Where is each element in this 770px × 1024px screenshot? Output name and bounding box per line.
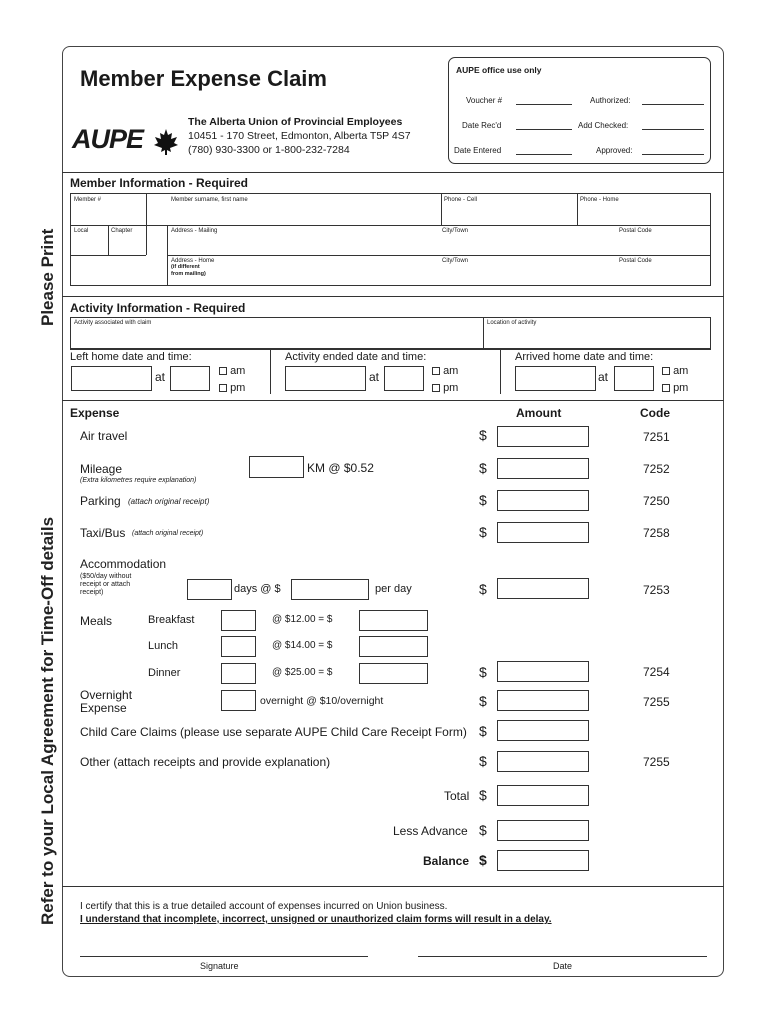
date-entered-field[interactable] bbox=[516, 154, 572, 155]
parking-note: (attach original receipt) bbox=[128, 497, 210, 506]
meals-amount-field[interactable] bbox=[497, 661, 589, 682]
activity-ended-pm-option[interactable]: pm bbox=[432, 382, 458, 394]
org-address: 10451 - 170 Street, Edmonton, Alberta T5P 4S7 bbox=[188, 130, 411, 142]
member-no-label: Member # bbox=[74, 197, 102, 203]
lunch-count-field[interactable] bbox=[221, 636, 256, 657]
member-no-field[interactable] bbox=[71, 206, 145, 224]
approved-label: Approved: bbox=[596, 146, 633, 155]
per-day-label: per day bbox=[375, 583, 412, 595]
meals-code: 7254 bbox=[643, 665, 670, 679]
activity-ended-am-option[interactable]: am bbox=[432, 365, 458, 377]
local-field[interactable] bbox=[71, 237, 107, 254]
less-advance-label: Less Advance bbox=[393, 824, 468, 838]
arrived-home-at-label: at bbox=[598, 370, 609, 384]
dollar-sign: $ bbox=[479, 460, 487, 476]
dollar-sign: $ bbox=[479, 524, 487, 540]
surname-label: Member surname, first name bbox=[171, 197, 248, 203]
signature-field[interactable] bbox=[80, 956, 368, 957]
child-care-label: Child Care Claims (please use separate AUPE Child Care Receipt Form) bbox=[80, 725, 467, 739]
meals-label: Meals bbox=[80, 614, 113, 628]
divider bbox=[62, 886, 724, 887]
page-title: Member Expense Claim bbox=[80, 66, 327, 91]
surname-field[interactable] bbox=[168, 206, 440, 224]
other-label: Other (attach receipts and provide explanation) bbox=[80, 755, 331, 769]
left-home-time-field[interactable] bbox=[170, 366, 210, 391]
air-travel-label: Air travel bbox=[80, 429, 128, 443]
authorized-field[interactable] bbox=[642, 104, 704, 105]
mileage-amount-field[interactable] bbox=[497, 458, 589, 479]
voucher-field[interactable] bbox=[516, 104, 572, 105]
arrived-home-am-option[interactable]: am bbox=[662, 365, 688, 377]
dollar-sign: $ bbox=[479, 787, 487, 803]
local-label: Local bbox=[74, 228, 89, 234]
activity-ended-label: Activity ended date and time: bbox=[285, 351, 427, 363]
mileage-rate-label: KM @ $0.52 bbox=[307, 461, 374, 475]
add-checked-field[interactable] bbox=[642, 129, 704, 130]
date-recd-field[interactable] bbox=[516, 129, 572, 130]
please-print-label: Please Print bbox=[38, 228, 57, 326]
activity-associated-label: Activity associated with claim bbox=[74, 320, 152, 326]
dollar-sign: $ bbox=[479, 852, 487, 868]
dinner-count-field[interactable] bbox=[221, 663, 256, 684]
activity-location-label: Location of activity bbox=[487, 320, 537, 326]
dinner-amount-field[interactable] bbox=[359, 663, 428, 684]
breakfast-amount-field[interactable] bbox=[359, 610, 428, 631]
child-care-amount-field[interactable] bbox=[497, 720, 589, 741]
mileage-km-field[interactable] bbox=[249, 456, 304, 478]
days-at-label: days @ $ bbox=[234, 583, 281, 595]
arrived-home-label: Arrived home date and time: bbox=[515, 351, 654, 363]
checkbox-icon bbox=[219, 384, 227, 392]
breakfast-count-field[interactable] bbox=[221, 610, 256, 631]
chapter-field[interactable] bbox=[109, 237, 145, 254]
accommodation-amount-field[interactable] bbox=[497, 578, 589, 599]
divider bbox=[62, 400, 724, 401]
org-name: The Alberta Union of Provincial Employees bbox=[188, 116, 403, 128]
left-home-pm-option[interactable]: pm bbox=[219, 382, 245, 394]
address-mailing-field[interactable] bbox=[168, 237, 710, 254]
divider bbox=[62, 172, 724, 173]
refer-local-agreement-label: Refer to your Local Agreement for Time-Off details bbox=[38, 516, 57, 925]
left-home-date-field[interactable] bbox=[71, 366, 152, 391]
accommodation-rate-field[interactable] bbox=[291, 579, 369, 600]
checkbox-icon bbox=[662, 384, 670, 392]
accommodation-note-3: receipt) bbox=[80, 589, 104, 596]
certify-statement: I certify that this is a true detailed account of expenses incurred on Union business. bbox=[80, 901, 448, 912]
date-recd-label: Date Rec'd bbox=[462, 121, 502, 130]
arrived-home-time-field[interactable] bbox=[614, 366, 654, 391]
amount-col-header: Amount bbox=[516, 406, 562, 420]
dinner-label: Dinner bbox=[148, 667, 181, 679]
activity-associated-field[interactable] bbox=[71, 329, 482, 348]
approved-field[interactable] bbox=[642, 154, 704, 155]
checkbox-icon bbox=[219, 367, 227, 375]
from-mailing-note: from mailing) bbox=[171, 271, 206, 277]
left-home-am-option[interactable]: am bbox=[219, 365, 245, 377]
accommodation-note-1: ($50/day without bbox=[80, 573, 132, 580]
overnight-amount-field[interactable] bbox=[497, 690, 589, 711]
less-advance-amount-field[interactable] bbox=[497, 820, 589, 841]
other-code: 7255 bbox=[643, 755, 670, 769]
total-label: Total bbox=[444, 789, 470, 803]
dollar-sign: $ bbox=[479, 581, 487, 597]
city-town-home-label: City/Town bbox=[442, 258, 469, 264]
air-travel-code: 7251 bbox=[643, 430, 670, 444]
activity-ended-time-field[interactable] bbox=[384, 366, 424, 391]
overnight-label: Overnight bbox=[80, 688, 133, 702]
org-phone: (780) 930-3300 or 1-800-232-7284 bbox=[188, 144, 350, 156]
lunch-rate-label: @ $14.00 = $ bbox=[272, 640, 333, 651]
maple-leaf-icon bbox=[152, 128, 180, 156]
expense-col-header: Expense bbox=[70, 406, 120, 420]
dollar-sign: $ bbox=[479, 427, 487, 443]
taxi-bus-label: Taxi/Bus bbox=[80, 526, 126, 540]
accommodation-note-2: receipt or attach bbox=[80, 581, 131, 588]
checkbox-icon bbox=[432, 367, 440, 375]
balance-label: Balance bbox=[423, 854, 470, 868]
city-town-label: City/Town bbox=[442, 228, 469, 234]
parking-amount-field[interactable] bbox=[497, 490, 589, 511]
address-home-label: Address - Home bbox=[171, 258, 215, 264]
dollar-sign: $ bbox=[479, 664, 487, 680]
certify-warning: I understand that incomplete, incorrect, unsigned or unauthorized claim forms will result in a delay. bbox=[80, 914, 552, 925]
overnight-code: 7255 bbox=[643, 695, 670, 709]
breakfast-label: Breakfast bbox=[148, 614, 195, 626]
dinner-rate-label: @ $25.00 = $ bbox=[272, 667, 333, 678]
phone-cell-field[interactable] bbox=[442, 206, 576, 224]
dollar-sign: $ bbox=[479, 492, 487, 508]
overnight-expense-label: Expense bbox=[80, 701, 127, 715]
mileage-code: 7252 bbox=[643, 462, 670, 476]
activity-ended-date-field[interactable] bbox=[285, 366, 366, 391]
lunch-label: Lunch bbox=[148, 640, 178, 652]
left-home-at-label: at bbox=[155, 370, 166, 384]
taxi-bus-code: 7258 bbox=[643, 526, 670, 540]
phone-home-field[interactable] bbox=[578, 206, 710, 224]
code-col-header: Code bbox=[640, 406, 670, 420]
total-amount-field[interactable] bbox=[497, 785, 589, 806]
aupe-logo: AUPE bbox=[70, 124, 182, 160]
divider bbox=[62, 296, 724, 297]
arrived-home-date-field[interactable] bbox=[515, 366, 596, 391]
mileage-note: (Extra kilometres require explanation) bbox=[80, 477, 197, 484]
signature-label: Signature bbox=[200, 961, 239, 971]
postal-code-label: Postal Code bbox=[619, 228, 652, 234]
accommodation-code: 7253 bbox=[643, 583, 670, 597]
overnight-count-field[interactable] bbox=[221, 690, 256, 711]
checkbox-icon bbox=[662, 367, 670, 375]
dollar-sign: $ bbox=[479, 693, 487, 709]
mileage-label: Mileage bbox=[80, 462, 123, 476]
dollar-sign: $ bbox=[479, 723, 487, 739]
arrived-home-pm-option[interactable]: pm bbox=[662, 382, 688, 394]
accommodation-days-field[interactable] bbox=[187, 579, 232, 600]
activity-location-field[interactable] bbox=[484, 329, 710, 348]
address-home-field[interactable] bbox=[210, 265, 710, 285]
breakfast-rate-label: @ $12.00 = $ bbox=[272, 614, 333, 625]
voucher-label: Voucher # bbox=[466, 96, 503, 105]
lunch-amount-field[interactable] bbox=[359, 636, 428, 657]
accommodation-label: Accommodation bbox=[80, 557, 167, 571]
air-travel-amount-field[interactable] bbox=[497, 426, 589, 447]
taxi-bus-amount-field[interactable] bbox=[497, 522, 589, 543]
checkbox-icon bbox=[432, 384, 440, 392]
member-info-heading: Member Information - Required bbox=[70, 176, 249, 190]
activity-info-heading: Activity Information - Required bbox=[70, 301, 246, 315]
postal-code-home-label: Postal Code bbox=[619, 258, 652, 264]
parking-label: Parking bbox=[80, 494, 121, 508]
taxi-bus-note: (attach original receipt) bbox=[132, 530, 204, 537]
date-label: Date bbox=[553, 961, 573, 971]
parking-code: 7250 bbox=[643, 494, 670, 508]
date-field[interactable] bbox=[418, 956, 707, 957]
office-use-title: AUPE office use only bbox=[456, 65, 542, 75]
overnight-rate-label: overnight @ $10/overnight bbox=[260, 695, 384, 707]
address-mailing-label: Address - Mailing bbox=[171, 228, 218, 234]
activity-ended-at-label: at bbox=[369, 370, 380, 384]
authorized-label: Authorized: bbox=[590, 96, 631, 105]
date-entered-label: Date Entered bbox=[454, 146, 502, 155]
chapter-label: Chapter bbox=[111, 228, 133, 234]
other-amount-field[interactable] bbox=[497, 751, 589, 772]
dollar-sign: $ bbox=[479, 753, 487, 769]
balance-amount-field[interactable] bbox=[497, 850, 589, 871]
left-home-label: Left home date and time: bbox=[70, 351, 192, 363]
phone-home-label: Phone - Home bbox=[580, 197, 619, 203]
dollar-sign: $ bbox=[479, 822, 487, 838]
if-different-note: (if different bbox=[171, 264, 200, 270]
add-checked-label: Add Checked: bbox=[578, 121, 629, 130]
phone-cell-label: Phone - Cell bbox=[444, 197, 478, 203]
